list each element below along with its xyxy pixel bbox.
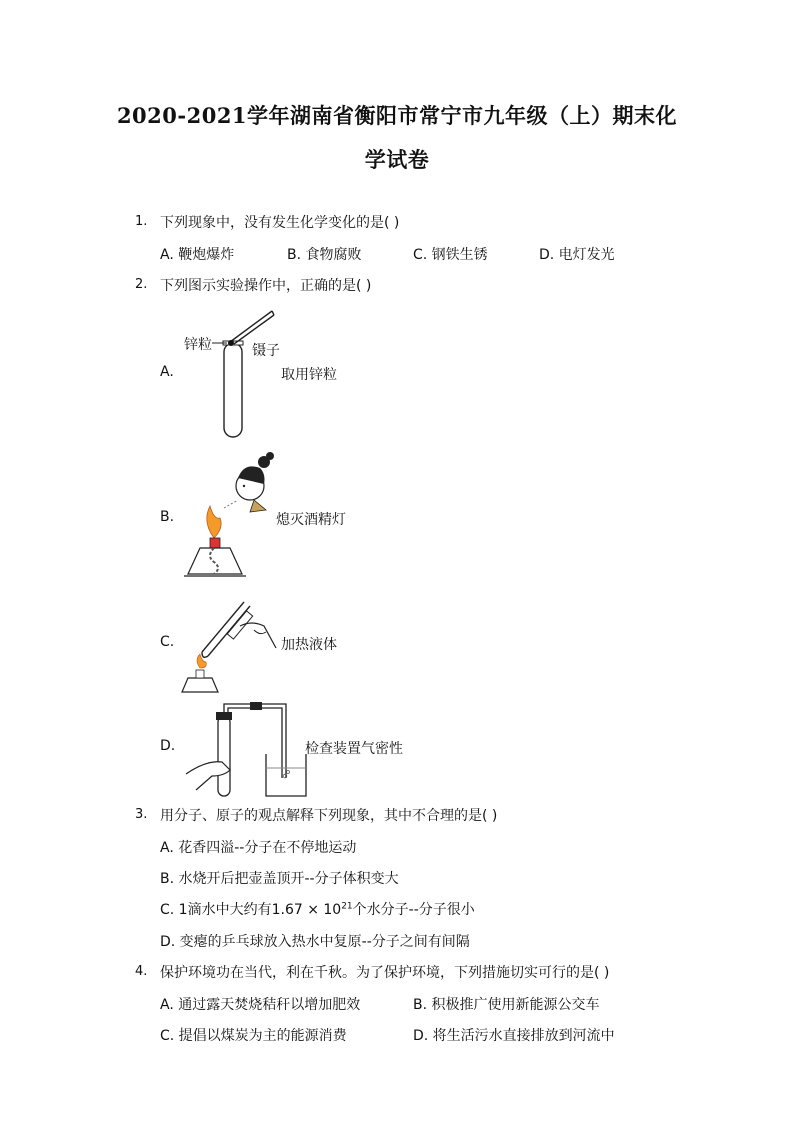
- question-3-number: 3.: [135, 807, 148, 822]
- question-4-stem: 保护环境功在当代，利在千秋。为了保护环境，下列措施切实可行的是( ): [160, 965, 610, 981]
- question-2-number: 2.: [135, 277, 148, 292]
- question-2-option-c-caption: 加热液体: [281, 637, 337, 653]
- question-2-option-a-caption: 取用锌粒: [281, 367, 337, 383]
- question-2-option-d-letter[interactable]: D.: [160, 738, 176, 754]
- question-4-option-a[interactable]: A. 通过露天焚烧秸秆以增加肥效: [160, 997, 361, 1013]
- question-4-option-b[interactable]: B. 积极推广使用新能源公交车: [413, 997, 600, 1013]
- question-3-option-c[interactable]: [160, 899, 475, 919]
- question-2-option-a-letter[interactable]: A.: [160, 364, 174, 380]
- question-1-option-b[interactable]: B. 食物腐败: [287, 247, 362, 263]
- question-2-option-b-letter[interactable]: B.: [160, 509, 175, 525]
- question-2-option-b-caption: 熄灭酒精灯: [276, 512, 346, 528]
- question-3-stem: 用分子、原子的观点解释下列现象，其中不合理的是( ): [160, 808, 498, 824]
- question-3-option-c-exponent: 21: [341, 901, 353, 912]
- question-1-option-c[interactable]: C. 钢铁生锈: [413, 247, 488, 263]
- question-3-option-a[interactable]: A. 花香四溢--分子在不停地运动: [160, 840, 357, 856]
- question-2-option-c-letter[interactable]: C.: [160, 634, 175, 650]
- question-4-number: 4.: [135, 964, 148, 979]
- question-1-stem: 下列现象中，没有发生化学变化的是( ): [160, 215, 400, 231]
- question-3-option-c-pre: C. 1滴水中大约有1.67 × 10: [160, 902, 342, 918]
- question-2-stem: 下列图示实验操作中，正确的是( ): [160, 278, 372, 294]
- question-2-option-d-caption: 检查装置气密性: [305, 741, 403, 757]
- paper-title-line1: 2020-2021学年湖南省衡阳市常宁市九年级（上）期末化: [116, 103, 678, 128]
- airtightness-check-figure: [182, 700, 307, 800]
- heating-liquid-figure: [180, 596, 280, 696]
- alcohol-lamp-blowing-figure: [180, 448, 280, 588]
- question-1-number: 1.: [135, 214, 148, 229]
- question-3-option-c-post: 个水分子--分子很小: [352, 902, 475, 918]
- test-tube-tweezers-figure: [210, 305, 280, 445]
- tweezers-label: 镊子: [252, 343, 280, 359]
- question-3-option-d[interactable]: D. 变瘪的乒乓球放入热水中复原--分子之间有间隔: [160, 934, 470, 950]
- question-4-option-d[interactable]: D. 将生活污水直接排放到河流中: [413, 1028, 615, 1044]
- question-3-option-b[interactable]: B. 水烧开后把壶盖顶开--分子体积变大: [160, 871, 399, 887]
- question-4-option-c[interactable]: C. 提倡以煤炭为主的能源消费: [160, 1028, 347, 1044]
- question-1-option-d[interactable]: D. 电灯发光: [539, 247, 615, 263]
- question-1-option-a[interactable]: A. 鞭炮爆炸: [160, 247, 235, 263]
- zinc-granule-label: 锌粒: [184, 337, 212, 353]
- paper-title-line2: 学试卷: [364, 147, 430, 172]
